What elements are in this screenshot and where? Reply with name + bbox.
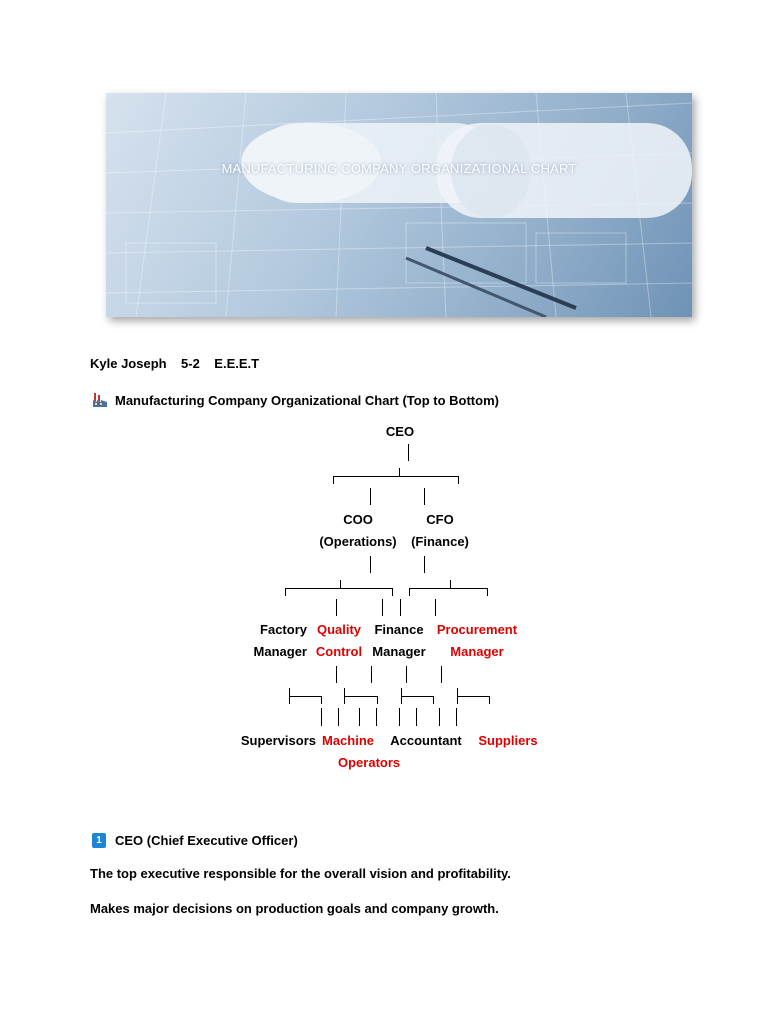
procurement-manager-line1: Procurement	[436, 622, 518, 637]
finance-manager-node	[368, 619, 430, 663]
finance-manager-line2: Manager	[372, 644, 426, 659]
factory-icon	[92, 391, 108, 407]
coo-subtitle: (Operations)	[319, 534, 397, 549]
cfo-node	[390, 509, 490, 553]
machine-operators-line2: Operators	[338, 755, 401, 770]
quality-control-line1: Quality	[316, 622, 362, 637]
banner-title: MANUFACTURING COMPANY ORGANIZATIONAL CHART	[221, 161, 577, 176]
ceo-node: CEO	[385, 424, 415, 439]
accountant-node: Accountant	[390, 733, 462, 748]
cfo-subtitle: (Finance)	[411, 534, 469, 549]
machine-operators-node	[316, 730, 401, 774]
procurement-manager-node	[428, 619, 526, 663]
section-title: CEO (Chief Executive Officer)	[115, 833, 298, 848]
factory-manager-line2: Manager	[253, 644, 307, 659]
procurement-manager-line2: Manager	[450, 644, 504, 659]
blueprint-illustration	[106, 93, 692, 317]
header-banner	[106, 93, 692, 317]
supervisors-node: Supervisors	[240, 733, 316, 748]
author-name: Kyle Joseph	[90, 356, 167, 371]
section-paragraph-1: The top executive responsible for the overall vision and profitability.	[90, 866, 511, 881]
quality-control-line2: Control	[315, 644, 363, 659]
factory-manager-line1: Factory	[260, 622, 307, 637]
finance-manager-line1: Finance	[374, 622, 424, 637]
machine-operators-line1: Machine	[321, 733, 374, 748]
author-program: E.E.E.T	[214, 356, 260, 371]
quality-control-node	[308, 619, 370, 663]
number-one-icon: 1	[92, 833, 106, 848]
suppliers-node: Suppliers	[478, 733, 538, 748]
chart-heading: Manufacturing Company Organizational Chart (Top to Bottom)	[115, 393, 499, 408]
cfo-title: CFO	[426, 512, 454, 527]
author-line	[90, 356, 259, 371]
coo-title: COO	[343, 512, 373, 527]
author-class: 5-2	[181, 356, 200, 371]
factory-manager-node	[237, 619, 307, 663]
section-paragraph-2: Makes major decisions on production goals and company growth.	[90, 901, 499, 916]
